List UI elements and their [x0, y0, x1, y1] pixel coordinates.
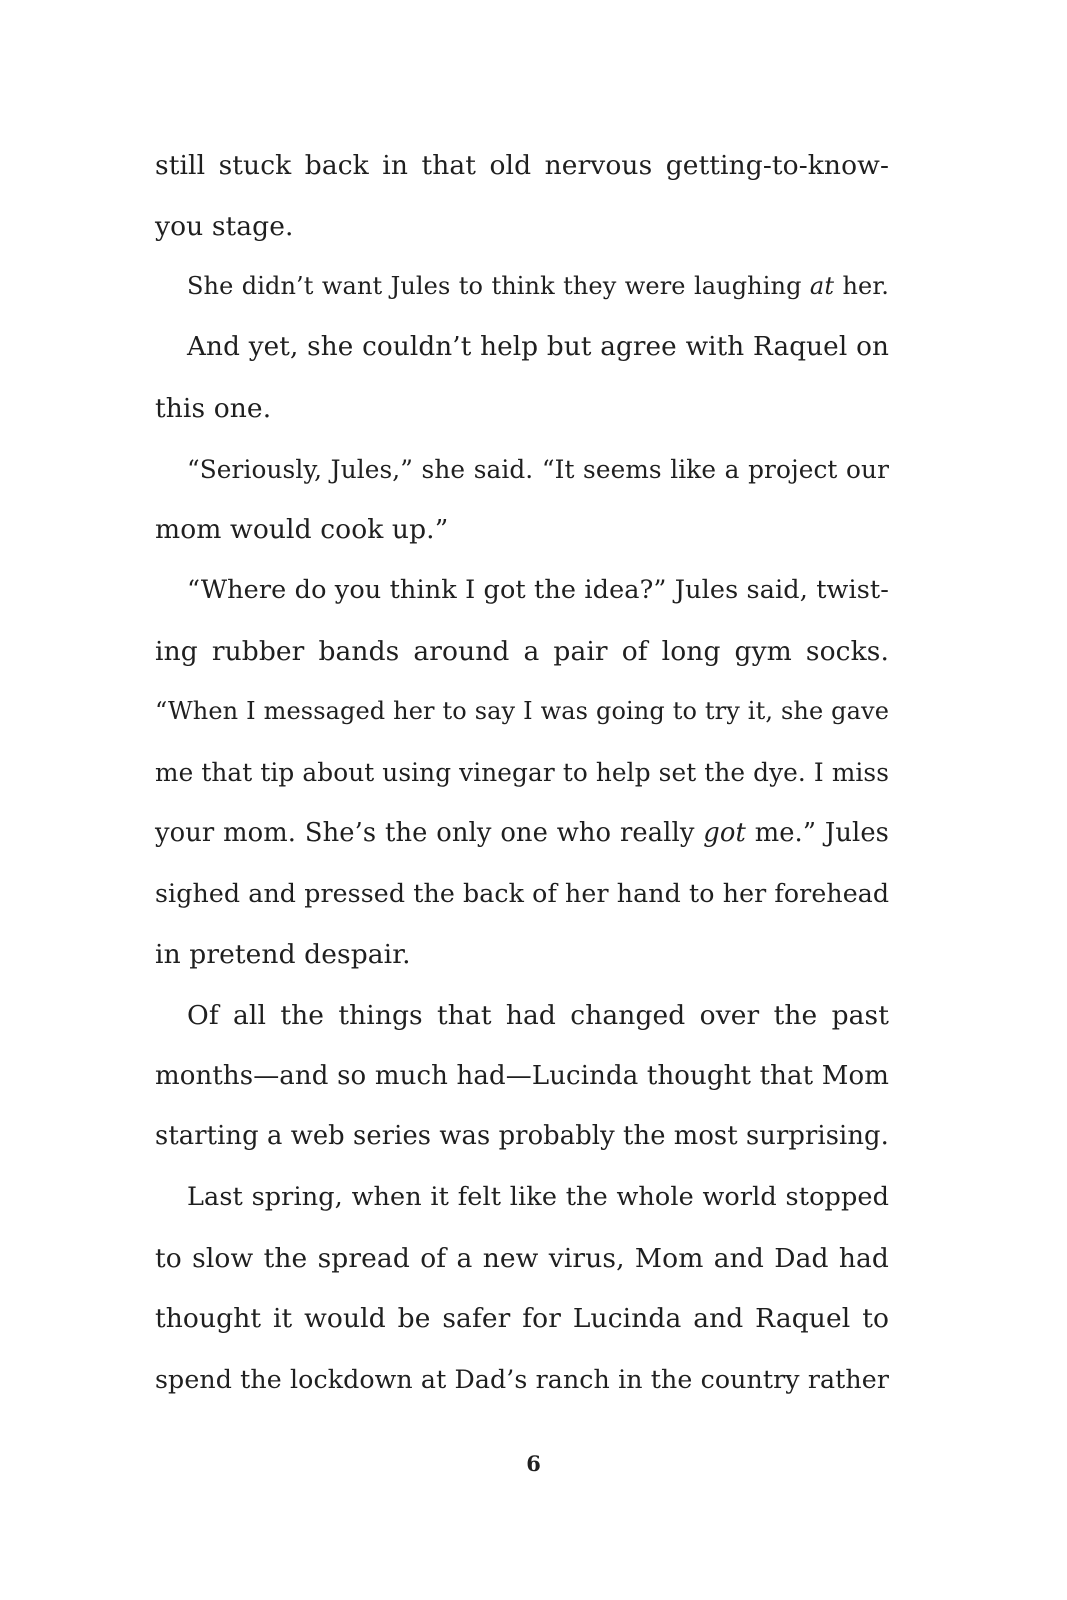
text-line: months—and so much had—Lucinda thought that Mom — [155, 1061, 889, 1091]
italic-word: got — [703, 818, 746, 848]
text-line: sighed and pressed the back of her hand to her forehead — [155, 879, 890, 908]
text-line: starting a web series was probably the most surprising. — [155, 1121, 889, 1151]
text-span: She didn’t want Jules to think they were laughing — [187, 272, 810, 300]
text-line: thought it would be safer for Lucinda and Raquel to — [155, 1303, 889, 1334]
text-line: “Where do you think I got the idea?” Jules said, twist- — [187, 575, 889, 605]
text-line: Last spring, when it felt like the whole world stopped — [187, 1182, 889, 1212]
text-span: her. — [834, 272, 889, 300]
text-span: me.” Jules — [745, 818, 889, 848]
text-line — [155, 803, 889, 864]
text-line: in pretend despair. — [155, 939, 411, 970]
text-line: “When I messaged her to say I was going to try it, she gave — [155, 697, 889, 725]
text-line: ing rubber bands around a pair of long gym socks. — [155, 636, 889, 667]
text-span: your mom. She’s the only one who really — [155, 818, 704, 848]
text-line: you stage. — [155, 211, 294, 242]
text-line: And yet, she couldn’t help but agree with Raquel on — [187, 332, 889, 362]
text-line: mom would cook up.” — [155, 514, 449, 545]
text-line: this one. — [155, 393, 272, 424]
text-line: “Seriously, Jules,” she said. “It seems like a project our — [187, 455, 889, 484]
book-page — [155, 0, 889, 1600]
text-line — [155, 256, 889, 317]
text-line: still stuck back in that old nervous getting-to-know- — [155, 150, 889, 181]
text-line: spend the lockdown at Dad’s ranch in the country rather — [155, 1365, 889, 1394]
italic-word: at — [809, 272, 835, 300]
text-line: to slow the spread of a new virus, Mom and Dad had — [155, 1243, 889, 1274]
page-number: 6 — [526, 1451, 541, 1476]
text-line: Of all the things that had changed over the past — [187, 1000, 889, 1031]
text-line: me that tip about using vinegar to help set the dye. I miss — [155, 758, 889, 787]
